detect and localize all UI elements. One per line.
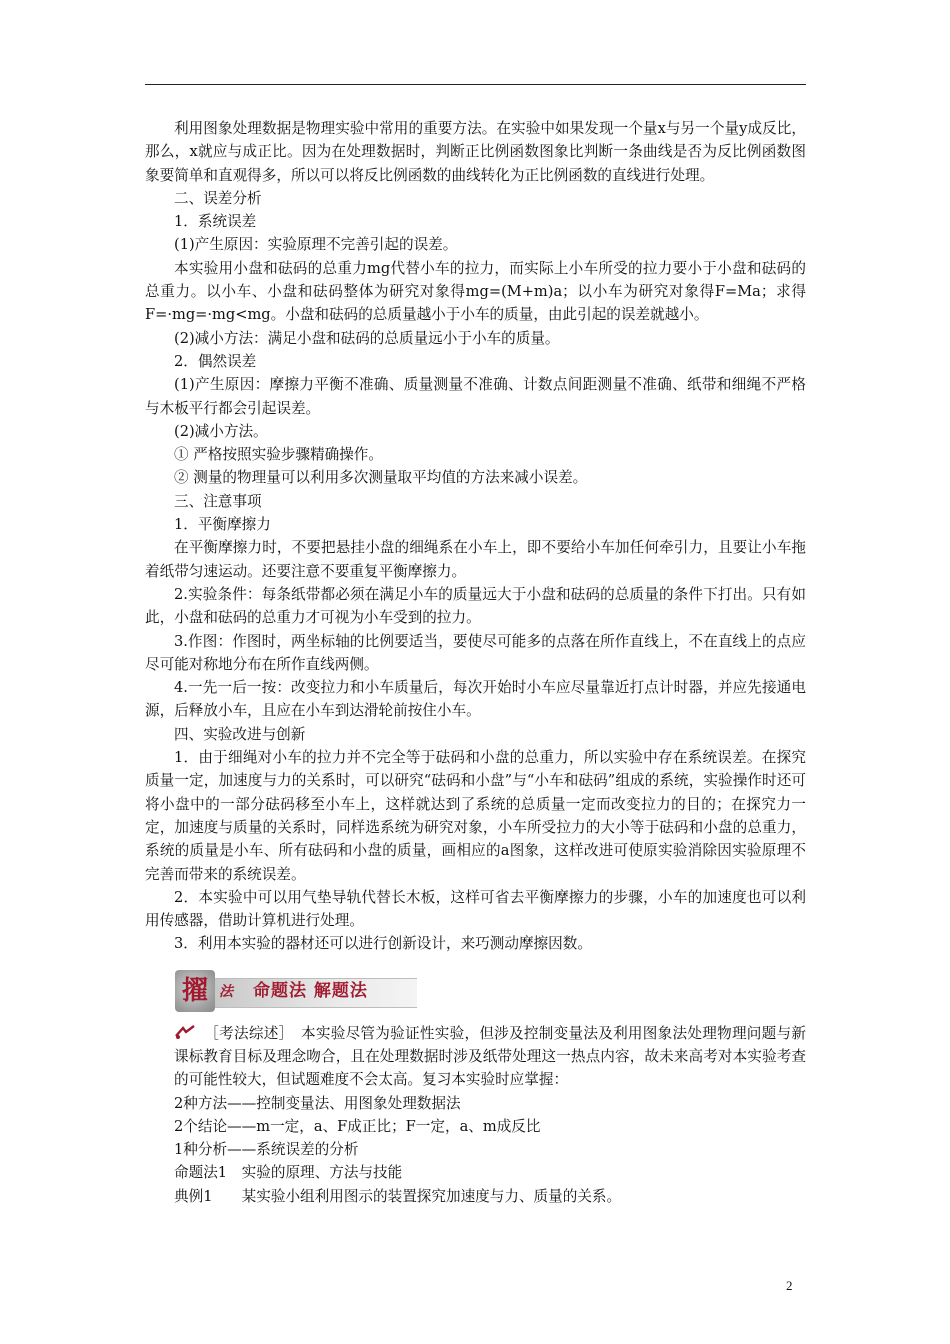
h-random-error: 2．偶然误差 [174, 352, 257, 370]
p-two-methods: 2种方法——控制变量法、用图象处理数据法 [174, 1094, 461, 1112]
banner-seal-logo: 擢 [175, 970, 215, 1012]
p-rand-1: ① 严格按照实验步骤精确操作。 [174, 446, 383, 464]
p-graph-method: 利用图象处理数据是物理实验中常用的重要方法。在实验中如果发现一个量x与另一个量y成反比，那么，x就应与成正比。因为在处理数据时，判断正比例函数图象比判断一条曲线是否为反比例函数图象要简单和直观得多，所以可以将反比例函数的曲线转化为正比例函数的直线进行处理。 [145, 120, 806, 184]
h-improve: 四、实验改进与创新 [174, 725, 306, 743]
banner-tag: 法 [219, 983, 233, 1000]
p-rand-2: ② 测量的物理量可以利用多次测量取平均值的方法来减小误差。 [174, 469, 588, 487]
p-improve-1: 1．由于细绳对小车的拉力并不完全等于砝码和小盘的总重力，所以实验中存在系统误差。在探究质量一定，加速度与力的关系时，可以研究“砝码和小盘”与“小车和砝码”组成的系统，实验操作时还可将小盘中的一部分砝码移至小车上，这样就达到了系统的总质量一定而改变拉力的目的；在探究力一定，加速度与质量的关系时，同样选系统为研究对象，小车所受拉力的大小等于砝码和小盘的总重力，系统的质量是小车、所有砝码和小盘的质量，画相应的a图象，这样改进可使原实验消除因实验原理不完善而带来的系统误差。 [145, 749, 806, 883]
p-sys-cause: (1)产生原因：实验原理不完善引起的误差。 [174, 236, 458, 254]
p-rand-reduce: (2)减小方法。 [174, 422, 268, 440]
p-plot: 3.作图：作图时，两坐标轴的比例要适当，要使尽可能多的点落在所作直线上，不在直线上的点应尽可能对称地分布在所作直线两侧。 [145, 632, 806, 673]
p-improve-3: 3．利用本实验的器材还可以进行创新设计，来巧测动摩擦因数。 [174, 935, 592, 953]
summary-marker-icon [174, 1024, 196, 1040]
p-method-1: 命题法1 实验的原理、方法与技能 [174, 1164, 403, 1182]
document-body [145, 117, 806, 1208]
section-banner [175, 966, 515, 1014]
p-sequence: 4.一先一后一按：改变拉力和小车质量后，每次开始时小车应尽量靠近打点计时器，并应先接通电源，后释放小车，且应在小车到达滑轮前按住小车。 [145, 679, 806, 720]
summary-paragraph [145, 1022, 806, 1092]
p-one-analysis: 1种分析——系统误差的分析 [174, 1141, 359, 1159]
p-improve-2: 2．本实验中可以用气垫导轨代替长木板，这样可省去平衡摩擦力的步骤，小车的加速度也可以利用传感器，借助计算机进行处理。 [145, 888, 806, 930]
h-error-analysis: 二、误差分析 [174, 189, 262, 207]
banner-title: 命题法 解题法 [253, 980, 368, 1001]
p-condition: 2.实验条件：每条纸带都必须在满足小车的质量远大于小盘和砝码的总质量的条件下打出。只有如此，小盘和砝码的总重力才可视为小车受到的拉力。 [145, 585, 806, 627]
h-notes: 三、注意事项 [174, 492, 262, 510]
p-sys-explain: 本实验用小盘和砝码的总重力mg代替小车的拉力，而实际上小车所受的拉力要小于小盘和砝码的总重力。以小车、小盘和砝码整体为研究对象得mg=(M+m)a；以小车为研究对象得F=Ma；求得F=·mg=·mg<mg。小盘和砝码的总质量越小于小车的质量，由此引起的误差就越小。 [145, 259, 806, 324]
p-sys-reduce: (2)减小方法：满足小盘和砝码的总质量远小于小车的质量。 [174, 329, 560, 347]
summary-text: ［考法综述］ 本实验尽管为验证性实验，但涉及控制变量法及利用图象法处理物理问题与新课标教育目标及理念吻合，且在处理数据时涉及纸带处理这一热点内容，故未来高考对本实验考查的可能性较大，但试题难度不会太高。复习本实验时应掌握： [174, 1024, 806, 1089]
p-example-1: 典例1 某实验小组利用图示的装置探究加速度与力、质量的关系。 [174, 1187, 622, 1205]
h-systematic-error: 1．系统误差 [174, 213, 257, 231]
p-two-conclusions: 2个结论——m一定，a、F成正比；F一定，a、m成反比 [174, 1117, 541, 1135]
h-balance-friction: 1．平衡摩擦力 [174, 516, 271, 534]
p-balance: 在平衡摩擦力时，不要把悬挂小盘的细绳系在小车上，即不要给小车加任何牵引力，且要让小车拖着纸带匀速运动。还要注意不要重复平衡摩擦力。 [145, 539, 806, 580]
page-number: 2 [786, 1278, 793, 1293]
header-rule [145, 84, 806, 85]
p-rand-cause: (1)产生原因：摩擦力平衡不准确、质量测量不准确、计数点间距测量不准确、纸带和细绳不严格与木板平行都会引起误差。 [145, 376, 806, 417]
